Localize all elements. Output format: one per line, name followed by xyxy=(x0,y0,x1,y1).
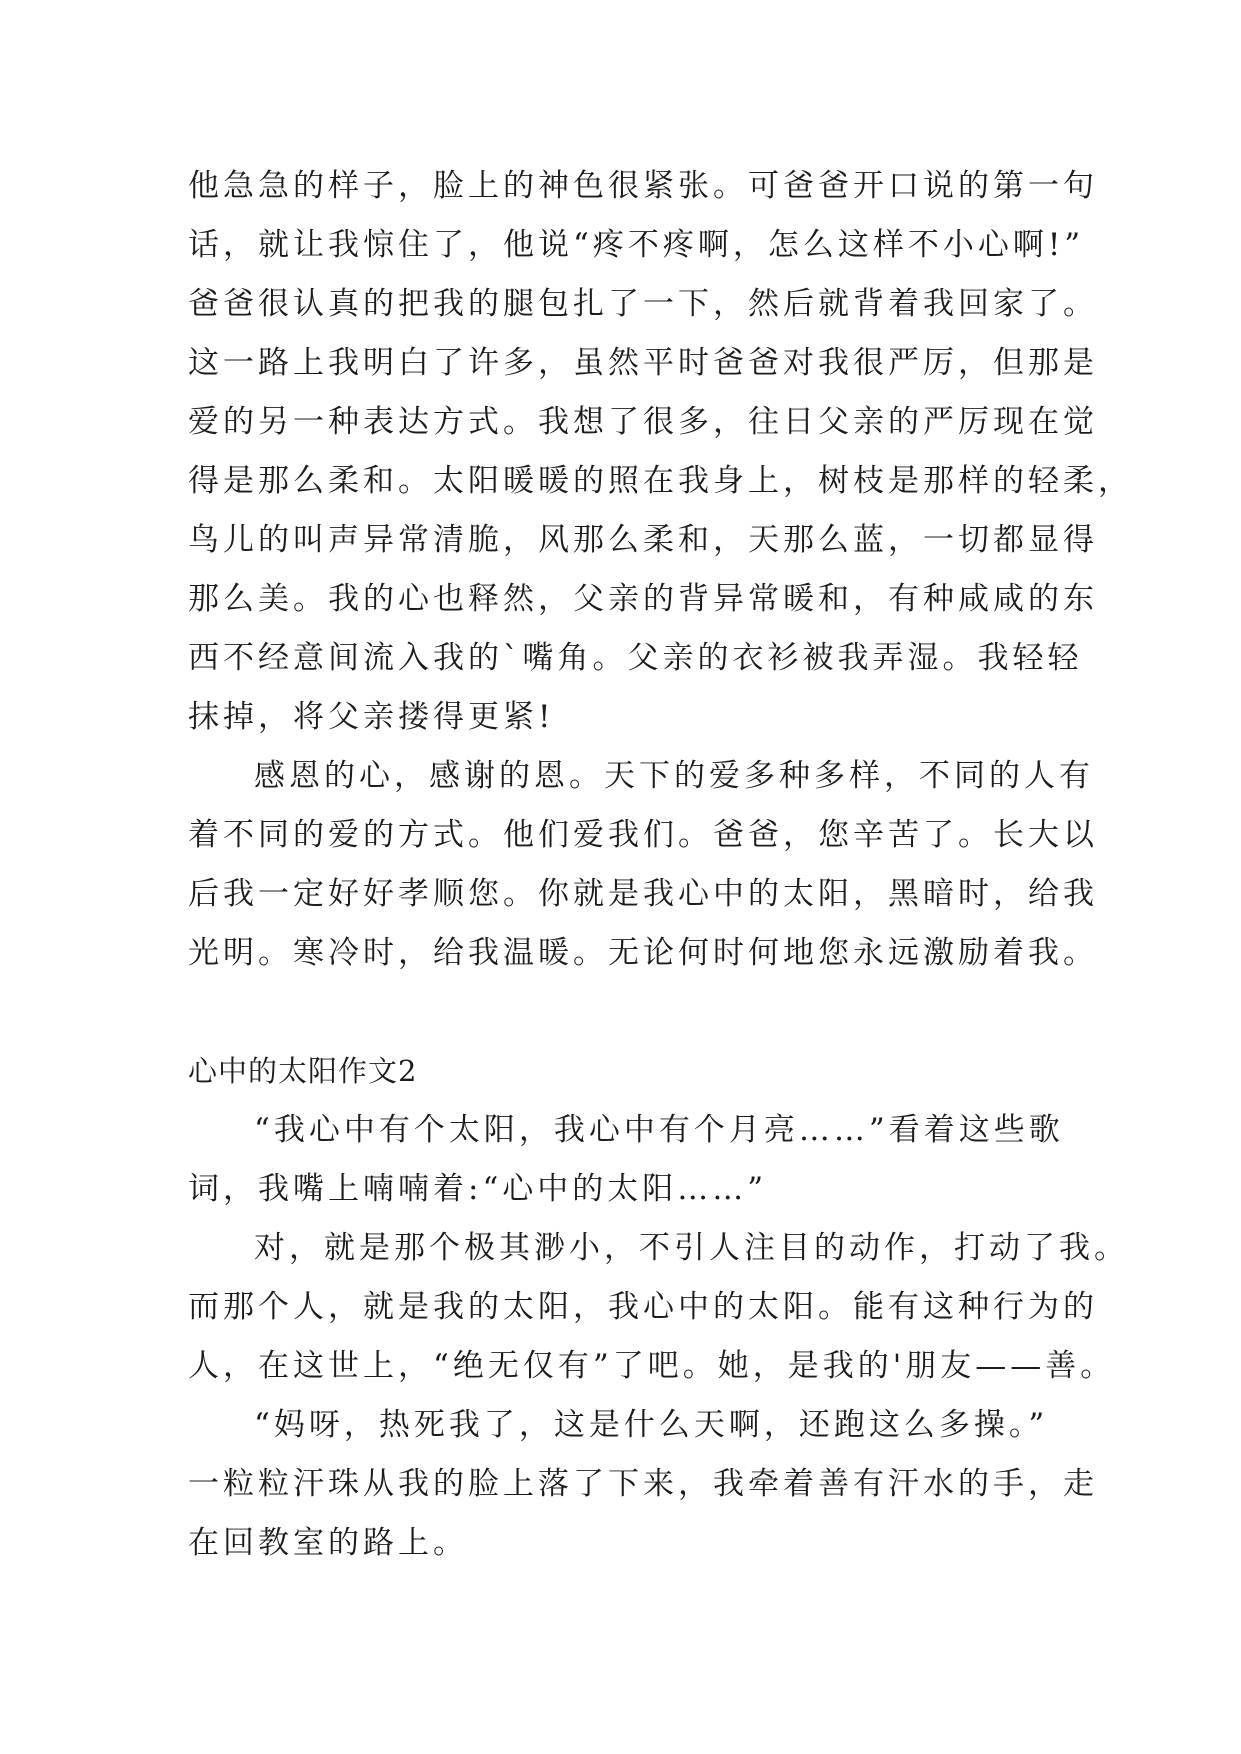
text-line: 着不同的爱的方式。他们爱我们。爸爸，您辛苦了。长大以 xyxy=(188,817,1098,853)
paragraph-song-lyrics xyxy=(188,1101,1068,1219)
text-line: 对，就是那个极其渺小，不引人注目的动作，打动了我。 xyxy=(254,1230,1129,1266)
text-line: 那么美。我的心也释然，父亲的背异常暖和，有种咸咸的东 xyxy=(188,581,1098,617)
text-line: 爸爸很认真的把我的腿包扎了一下，然后就背着我回家了。 xyxy=(188,286,1098,322)
text-line: 词，我嘴上喃喃着:“心中的太阳……” xyxy=(188,1171,768,1207)
text-line: 鸟儿的叫声异常清脆，风那么柔和，天那么蓝，一切都显得 xyxy=(188,522,1098,558)
text-line: “妈呀，热死我了，这是什么天啊，还跑这么多操。” xyxy=(254,1407,1049,1443)
text-line: 感恩的心，感谢的恩。天下的爱多种多样，不同的人有 xyxy=(254,758,1094,794)
paragraph-hot-day xyxy=(188,1396,1098,1573)
paragraph-father-carries-me xyxy=(188,157,1133,747)
text-line: 爱的另一种表达方式。我想了很多，往日父亲的严厉现在觉 xyxy=(188,404,1098,440)
text-line: 人，在这世上，“绝无仅有”了吧。她，是我的'朋友——善。 xyxy=(188,1348,1116,1384)
text-line: 得是那么柔和。太阳暖暖的照在我身上，树枝是那样的轻柔， xyxy=(188,463,1133,499)
text-line: 抹掉，将父亲搂得更紧! xyxy=(188,699,555,735)
paragraph-friend-shan xyxy=(188,1219,1129,1396)
text-line: 一粒粒汗珠从我的脸上落了下来，我牵着善有汗水的手，走 xyxy=(188,1466,1098,1502)
text-line: 话，就让我惊住了，他说“疼不疼啊，怎么这样不小心啊!” xyxy=(188,227,1085,263)
essay-title: 心中的太阳作文2 xyxy=(188,1054,418,1088)
text-line: 这一路上我明白了许多，虽然平时爸爸对我很严厉，但那是 xyxy=(188,345,1098,381)
text-line: 光明。寒冷时，给我温暖。无论何时何地您永远激励着我。 xyxy=(188,935,1098,971)
text-line: “我心中有个太阳，我心中有个月亮……”看着这些歌 xyxy=(254,1112,1064,1148)
text-line: 后我一定好好孝顺您。你就是我心中的太阳，黑暗时，给我 xyxy=(188,876,1098,912)
text-line: 西不经意间流入我的`嘴角。父亲的衣衫被我弄湿。我轻轻 xyxy=(188,640,1083,676)
text-line: 在回教室的路上。 xyxy=(188,1525,468,1561)
paragraph-gratitude xyxy=(188,747,1098,983)
text-line: 而那个人，就是我的太阳，我心中的太阳。能有这种行为的 xyxy=(188,1289,1098,1325)
document-body xyxy=(188,157,1133,1573)
text-line: 他急急的样子，脸上的神色很紧张。可爸爸开口说的第一句 xyxy=(188,168,1098,204)
section-spacer xyxy=(188,983,1068,1042)
